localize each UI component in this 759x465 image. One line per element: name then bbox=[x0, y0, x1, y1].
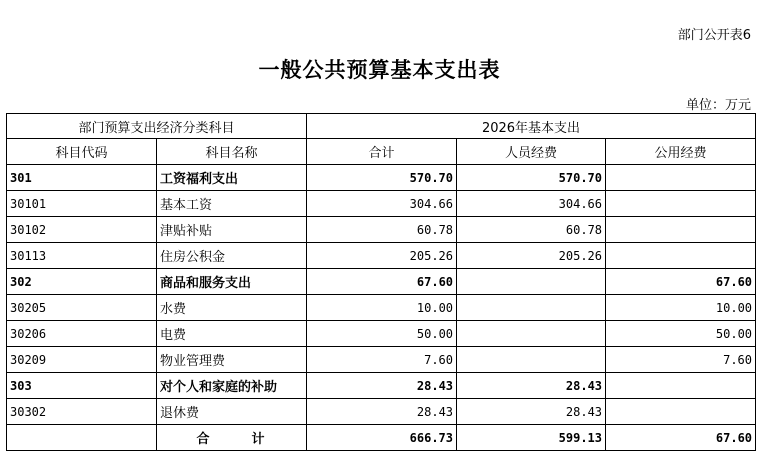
column-header-total: 合计 bbox=[307, 139, 457, 165]
cell-total: 304.66 bbox=[307, 191, 457, 217]
total-row-personnel: 599.13 bbox=[457, 425, 606, 451]
cell-public bbox=[606, 217, 756, 243]
cell-personnel: 28.43 bbox=[457, 373, 606, 399]
cell-total: 570.70 bbox=[307, 165, 457, 191]
table-row bbox=[7, 269, 756, 295]
cell-name: 住房公积金 bbox=[157, 243, 307, 269]
cell-public bbox=[606, 243, 756, 269]
table-row bbox=[7, 295, 756, 321]
column-header-name: 科目名称 bbox=[157, 139, 307, 165]
table-row bbox=[7, 373, 756, 399]
cell-code: 30302 bbox=[7, 399, 157, 425]
cell-code: 30113 bbox=[7, 243, 157, 269]
total-label-left: 合 bbox=[196, 432, 212, 447]
cell-personnel bbox=[457, 321, 606, 347]
table-row bbox=[7, 243, 756, 269]
cell-name: 水费 bbox=[157, 295, 307, 321]
cell-code: 30205 bbox=[7, 295, 157, 321]
cell-personnel: 570.70 bbox=[457, 165, 606, 191]
total-row-label bbox=[157, 425, 307, 451]
column-header-code: 科目代码 bbox=[7, 139, 157, 165]
cell-name: 商品和服务支出 bbox=[157, 269, 307, 295]
cell-total: 7.60 bbox=[307, 347, 457, 373]
cell-personnel bbox=[457, 347, 606, 373]
cell-total: 28.43 bbox=[307, 373, 457, 399]
cell-total: 50.00 bbox=[307, 321, 457, 347]
cell-name: 津贴补贴 bbox=[157, 217, 307, 243]
page-code: 部门公开表6 bbox=[677, 28, 751, 43]
total-row-code bbox=[7, 425, 157, 451]
cell-total: 28.43 bbox=[307, 399, 457, 425]
cell-code: 301 bbox=[7, 165, 157, 191]
total-row bbox=[7, 425, 756, 451]
cell-personnel: 60.78 bbox=[457, 217, 606, 243]
cell-name: 物业管理费 bbox=[157, 347, 307, 373]
table-row bbox=[7, 165, 756, 191]
cell-public bbox=[606, 191, 756, 217]
page-title: 一般公共预算基本支出表 bbox=[258, 58, 501, 82]
cell-code: 30209 bbox=[7, 347, 157, 373]
cell-name: 基本工资 bbox=[157, 191, 307, 217]
cell-public: 10.00 bbox=[606, 295, 756, 321]
cell-public bbox=[606, 165, 756, 191]
cell-public bbox=[606, 373, 756, 399]
total-row-public: 67.60 bbox=[606, 425, 756, 451]
cell-name: 对个人和家庭的补助 bbox=[157, 373, 307, 399]
header-group-row bbox=[7, 114, 756, 139]
header-group-classification: 部门预算支出经济分类科目 bbox=[7, 114, 307, 139]
cell-code: 30102 bbox=[7, 217, 157, 243]
cell-public: 50.00 bbox=[606, 321, 756, 347]
table-row bbox=[7, 321, 756, 347]
cell-personnel: 28.43 bbox=[457, 399, 606, 425]
cell-personnel: 205.26 bbox=[457, 243, 606, 269]
total-label-right: 计 bbox=[251, 432, 267, 447]
cell-personnel: 304.66 bbox=[457, 191, 606, 217]
cell-personnel bbox=[457, 295, 606, 321]
header-group-basic-expenditure: 2026年基本支出 bbox=[307, 114, 756, 139]
table-row bbox=[7, 191, 756, 217]
cell-code: 30206 bbox=[7, 321, 157, 347]
total-row-total: 666.73 bbox=[307, 425, 457, 451]
cell-public: 67.60 bbox=[606, 269, 756, 295]
cell-personnel bbox=[457, 269, 606, 295]
table-body bbox=[7, 165, 756, 425]
cell-total: 60.78 bbox=[307, 217, 457, 243]
cell-code: 302 bbox=[7, 269, 157, 295]
cell-name: 退休费 bbox=[157, 399, 307, 425]
budget-table bbox=[6, 113, 756, 451]
cell-name: 工资福利支出 bbox=[157, 165, 307, 191]
cell-total: 67.60 bbox=[307, 269, 457, 295]
cell-public bbox=[606, 399, 756, 425]
column-header-public: 公用经费 bbox=[606, 139, 756, 165]
column-header-personnel: 人员经费 bbox=[457, 139, 606, 165]
unit-label: 单位：万元 bbox=[685, 98, 751, 113]
cell-code: 303 bbox=[7, 373, 157, 399]
cell-code: 30101 bbox=[7, 191, 157, 217]
table-row bbox=[7, 399, 756, 425]
cell-total: 10.00 bbox=[307, 295, 457, 321]
cell-public: 7.60 bbox=[606, 347, 756, 373]
table-row bbox=[7, 217, 756, 243]
header-column-row bbox=[7, 139, 756, 165]
table-row bbox=[7, 347, 756, 373]
cell-name: 电费 bbox=[157, 321, 307, 347]
cell-total: 205.26 bbox=[307, 243, 457, 269]
